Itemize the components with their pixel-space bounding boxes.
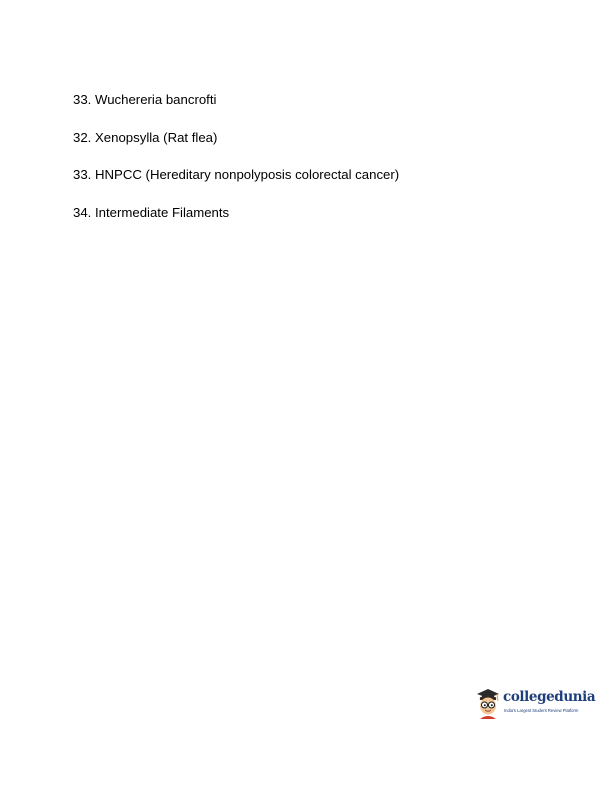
answer-list: [73, 92, 399, 242]
answer-item: 34. Intermediate Filaments: [73, 204, 230, 220]
collegedunia-logo: [473, 686, 597, 722]
logo-wordmark: collegedunia: [503, 689, 596, 705]
answer-item: 33. HNPCC (Hereditary nonpolyposis colorectal cancer): [73, 167, 400, 182]
logo-tagline: India's Largest Student Review Platform: [504, 708, 579, 713]
answer-item: 33. Wuchereria bancrofti: [73, 92, 217, 107]
answer-item: 32. Xenopsylla (Rat flea): [73, 129, 218, 145]
mascot-icon: [473, 686, 503, 720]
